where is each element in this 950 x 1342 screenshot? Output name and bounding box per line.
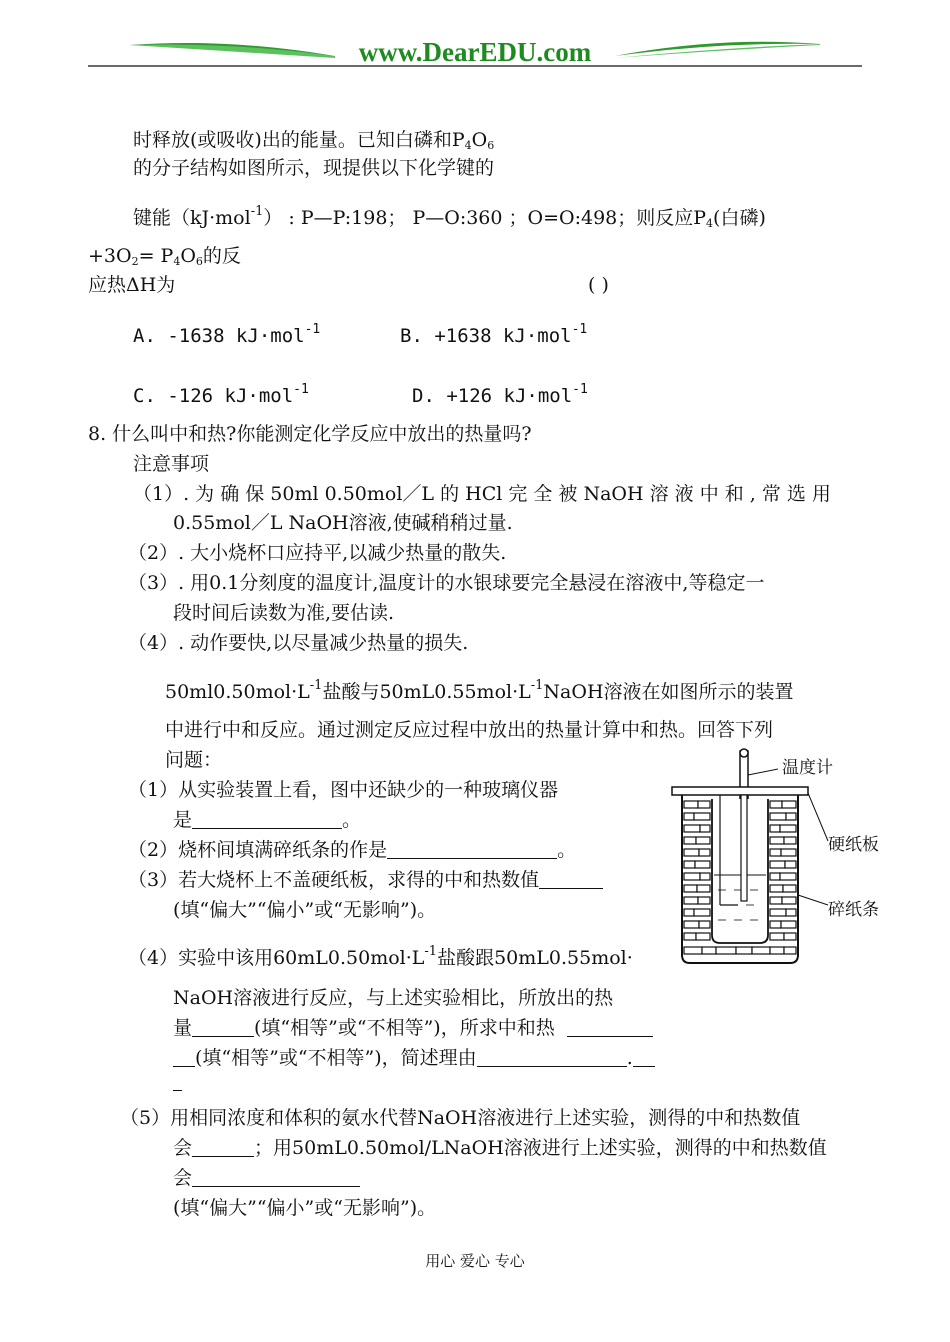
- answer-blank-8[interactable]: [192, 1168, 360, 1187]
- q8-sub5-line3: 会: [173, 1166, 360, 1190]
- answer-blank-7[interactable]: [192, 1138, 254, 1157]
- q8-sub3-line2: (填“偏大”“偏小”或“无影响”)。: [173, 899, 437, 921]
- q8-sub5-line2: 会 ；用50mL0.50mol/LNaOH溶液进行上述实验，测得的中和热数值: [173, 1137, 827, 1159]
- q7-line2: 的分子结构如图所示，现提供以下化学键的: [133, 157, 495, 179]
- q7-line3: 键能（kJ·mol$^{-1}$） : P—P:198； P—O:360 ；O=O:498；则反应$P_4$(白磷): [133, 204, 766, 230]
- q7-option-c: C. -126 kJ·mol$^{-1}$: [133, 382, 309, 407]
- answer-blank-5[interactable]: [567, 1018, 653, 1037]
- answer-blank-3[interactable]: [539, 870, 603, 889]
- label-thermometer: 温度计: [782, 758, 833, 778]
- q8-note-4: （4）. 动作要快,以尽量减少热量的损失.: [128, 632, 469, 654]
- q7-answer-paren: ( ): [588, 274, 609, 296]
- q7-option-a: A. -1638 kJ·mol$^{-1}$: [133, 322, 321, 347]
- header-logo: [0, 30, 950, 80]
- q8-intro-line2: 中进行中和反应。通过测定反应过程中放出的热量计算中和热。回答下列: [165, 719, 774, 741]
- q8-sub4-line4: (填“相等”或“不相等”)，简述理由 .: [173, 1046, 655, 1070]
- page-footer: 用心 爱心 专心: [425, 1252, 525, 1270]
- answer-blank-tail: [173, 1090, 182, 1091]
- q8-note-2: （2）. 大小烧杯口应持平,以减少热量的散失.: [128, 542, 507, 564]
- answer-blank-4[interactable]: [192, 1018, 254, 1037]
- site-name: www.DearEDU.com: [358, 37, 592, 67]
- q7-option-d: D. +126 kJ·mol$^{-1}$: [412, 382, 588, 407]
- q7-option-b: B. +1638 kJ·mol$^{-1}$: [400, 322, 588, 347]
- q8-note-3a: （3）. 用0.1分刻度的温度计,温度计的水银球要完全悬浸在溶液中,等稳定一: [128, 572, 765, 594]
- q7-line4: $+3O_2= P_4O_6$的反: [88, 245, 241, 268]
- q7-line1: 时释放(或吸收)出的能量。已知白磷和$P_4O_6$: [133, 129, 495, 152]
- q7-line5: 应热ΔH为: [88, 274, 176, 296]
- q8-sub2: （2）烧杯间填满碎纸条的作是 。: [128, 839, 577, 861]
- q8-sub1-line2: 是 。: [173, 809, 362, 831]
- q8-sub4-line2: NaOH溶液进行反应，与上述实验相比，所放出的热: [173, 987, 614, 1009]
- q8-note-1a: （1）. 为 确 保 50ml 0.50mol／L 的 HCl 完 全 被 NaOH 溶 液 中 和 , 常 选 用: [133, 483, 831, 505]
- q8-notes-title: 注意事项: [133, 453, 210, 475]
- q8-sub1-line1: （1）从实验装置上看，图中还缺少的一种玻璃仪器: [128, 779, 559, 801]
- calorimeter-figure: [668, 745, 894, 970]
- q8-note-3b: 段时间后读数为准,要估读.: [173, 602, 395, 624]
- answer-blank-2[interactable]: [387, 840, 557, 859]
- answer-blank-5-cont[interactable]: [173, 1048, 195, 1067]
- q8-sub5-line4: (填“偏大”“偏小”或“无影响”)。: [173, 1197, 437, 1219]
- q8-intro-line3: 问题：: [165, 749, 223, 771]
- q8-sub4-line1: （4）实验中该用$60mL0.50mol\cdot L^{-1}$盐酸跟50mL0.55mol·: [128, 944, 633, 969]
- label-paper-strips: 碎纸条: [828, 900, 879, 920]
- label-cardboard: 硬纸板: [828, 835, 879, 855]
- q8-intro-line1: $50ml0.50mol\cdot L^{-1}$盐酸与$50mL0.55mol\cdot L^{-1}NaOH$溶液在如图所示的装置: [165, 678, 794, 703]
- q8-note-1b: 0.55mol／L NaOH溶液,使碱稍稍过量.: [173, 512, 513, 534]
- q8-sub5-line1: （5）用相同浓度和体积的氨水代替NaOH溶液进行上述实验，测得的中和热数值: [120, 1107, 801, 1129]
- q8-sub4-line3: 量 (填“相等”或“不相等”)，所求中和热: [173, 1016, 653, 1040]
- q8-title: 8. 什么叫中和热?你能测定化学反应中放出的热量吗?: [88, 423, 532, 445]
- q8-sub3-line1: （3）若大烧杯上不盖硬纸板，求得的中和热数值: [128, 868, 603, 892]
- answer-blank-6[interactable]: [477, 1048, 627, 1067]
- answer-blank-6-cont[interactable]: [633, 1048, 655, 1067]
- answer-blank-1[interactable]: [192, 810, 342, 829]
